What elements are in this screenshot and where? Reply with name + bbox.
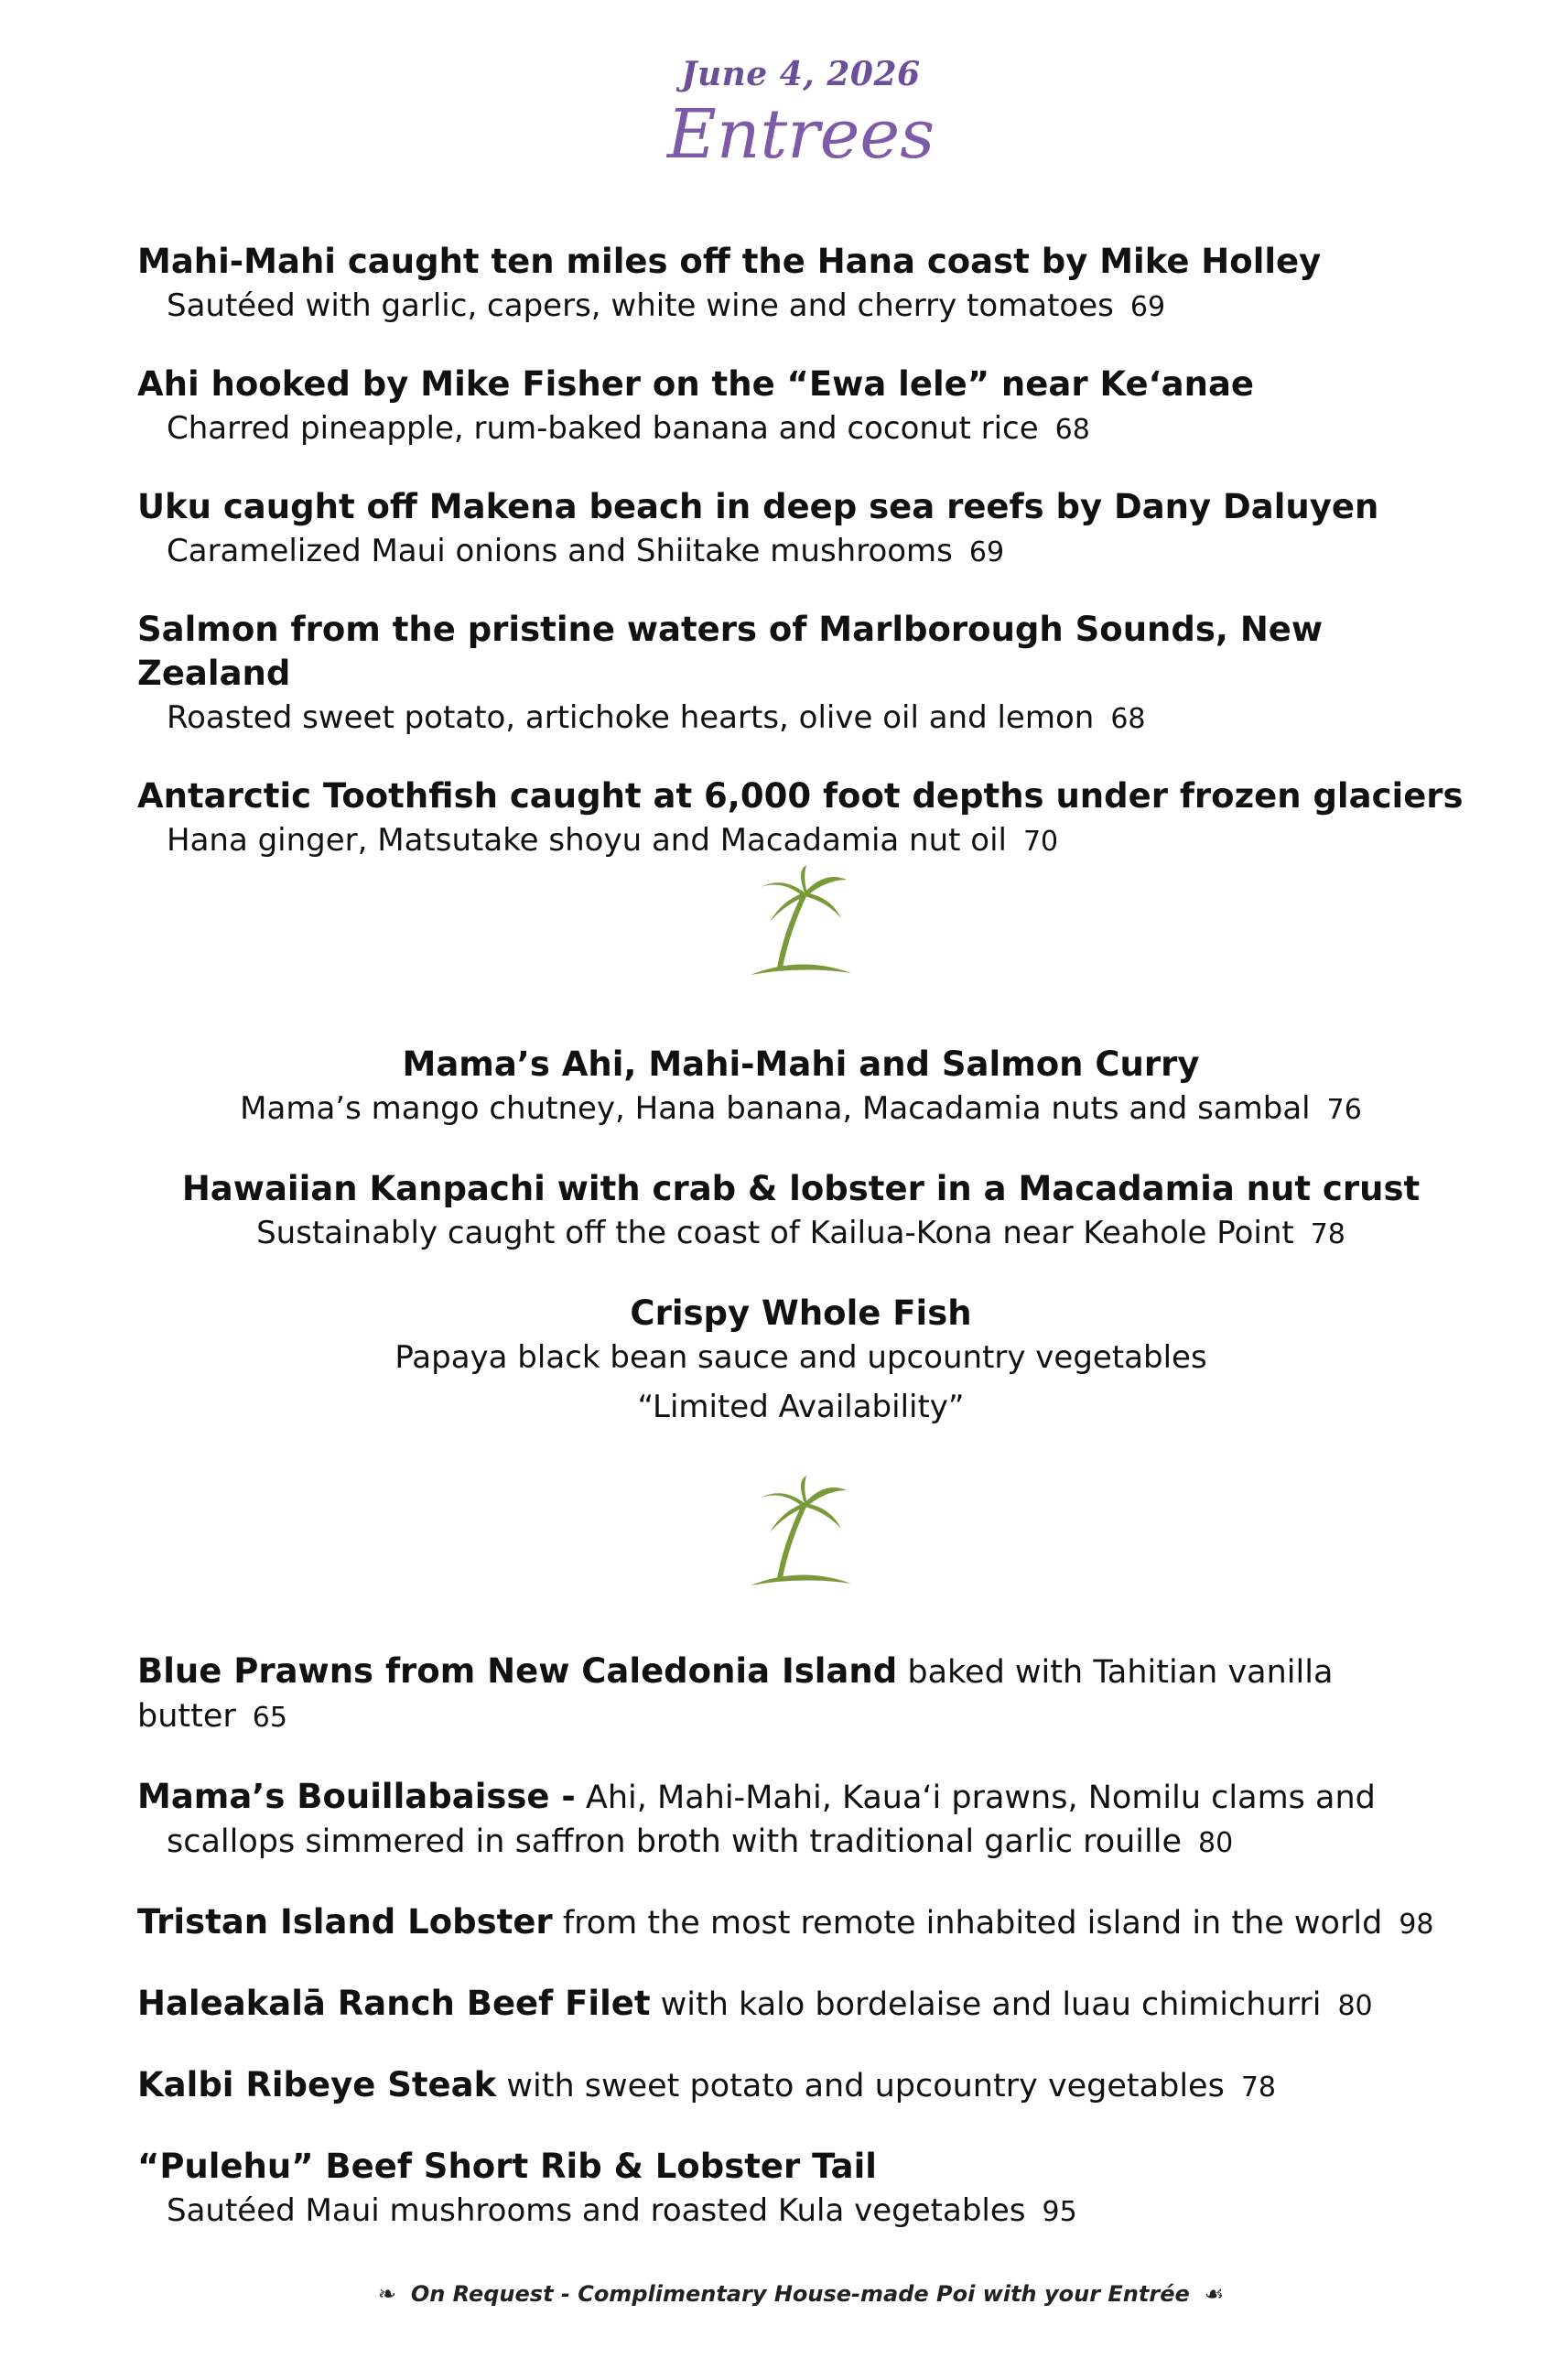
item-name: Uku caught off Makena beach in deep sea reefs by Dany Daluyen [137,487,1379,526]
item-description: baked with Tahitian vanilla butter [137,1654,1334,1735]
floral-ornament-icon: ☙ [1204,2281,1225,2307]
item-price: 80 [1337,1990,1373,2022]
item-name: Crispy Whole Fish [630,1293,972,1333]
menu-item [137,1650,1464,1740]
item-note: “Limited Availability” [637,1389,965,1425]
item-price: 95 [1042,2196,1077,2228]
item-price: 98 [1399,1909,1434,1941]
item-name: Mahi-Mahi caught ten miles off the Hana coast by Mike Holley [137,242,1322,281]
menu-item [137,1982,1464,2028]
menu-item [0,1043,1556,1132]
land-and-sea-section [137,1650,1464,2267]
item-description: Ahi, Mahi-Mahi, Kaua‘i prawns, Nomilu clams and [585,1780,1376,1816]
item-description-cont: scallops simmered in saffron broth with traditional garlic rouille [167,1823,1183,1860]
item-name: Hawaiian Kanpachi with crab & lobster in a Macadamia nut crust [181,1169,1421,1208]
menu-title: Entrees [666,95,935,174]
item-name: Mama’s Ahi, Mahi-Mahi and Salmon Curry [402,1044,1200,1084]
item-description: with kalo bordelaise and luau chimichurri [660,1986,1322,2023]
item-description: from the most remote inhabited island in the world [562,1905,1383,1942]
item-description: Charred pineapple, rum-baked banana and coconut rice 68 [167,410,1090,447]
item-description: Hana ginger, Matsutake shoyu and Macadamia nut oil 70 [167,822,1059,859]
item-price: 80 [1198,1827,1234,1859]
item-name: Haleakalā Ranch Beef Filet [137,1984,651,2023]
floral-ornament-icon: ❧ [377,2281,396,2307]
item-price: 68 [1110,703,1146,735]
menu-item [137,1900,1464,1947]
item-description: Roasted sweet potato, artichoke hearts, olive oil and lemon 68 [167,699,1146,736]
item-name: Kalbi Ribeye Steak [137,2065,497,2104]
item-name: Salmon from the pristine waters of Marlborough Sounds, New Zealand [137,610,1324,693]
menu-item [137,362,1464,452]
palm-tree-icon [746,1476,856,1590]
footer-text: On Request - Complimentary House-made Poi with your Entrée [410,2281,1190,2307]
item-price: 78 [1240,2072,1277,2104]
menu-item [0,1292,1556,1429]
seafood-section [137,240,1464,897]
item-description: Sautéed Maui mushrooms and roasted Kula vegetables 95 [167,2192,1077,2229]
item-price: 68 [1054,414,1090,446]
menu-item [137,2063,1464,2110]
item-description: Sustainably caught off the coast of Kailua-Kona near Keahole Point 78 [256,1215,1345,1251]
menu-header [0,55,1556,174]
item-name: Antarctic Toothfish caught at 6,000 foot depths under frozen glaciers [137,776,1464,816]
menu-date: June 4, 2026 [681,55,921,93]
item-description: Mama’s mango chutney, Hana banana, Macadamia nuts and sambal 76 [240,1090,1362,1127]
item-name: Ahi hooked by Mike Fisher on the “Ewa lele” near Ke‘anae [137,364,1255,404]
footer-note [0,2281,1556,2307]
palm-tree-icon [746,865,856,979]
item-description: with sweet potato and upcountry vegetables [506,2068,1225,2104]
item-price: 76 [1326,1094,1362,1126]
item-name: Mama’s Bouillabaisse - [137,1777,576,1816]
item-price: 78 [1310,1218,1345,1250]
item-description: Sautéed with garlic, capers, white wine and cherry tomatoes 69 [167,287,1166,324]
item-name: Tristan Island Lobster [137,1902,553,1942]
item-name: Blue Prawns from New Caledonia Island [137,1651,898,1691]
menu-item [137,774,1464,864]
menu-item [137,240,1464,330]
menu-item [0,1167,1556,1257]
menu-item [137,1775,1464,1866]
menu-item [137,2145,1464,2234]
item-price: 69 [968,536,1005,568]
item-description: Papaya black bean sauce and upcountry vegetables [394,1339,1207,1376]
item-price: 70 [1022,826,1059,858]
item-description: Caramelized Maui onions and Shiitake mushrooms 69 [167,533,1005,569]
specialties-section [0,1043,1556,1464]
item-price: 65 [252,1702,287,1734]
item-name: “Pulehu” Beef Short Rib & Lobster Tail [137,2147,877,2186]
menu-item [137,608,1464,741]
menu-item [137,485,1464,575]
item-price: 69 [1129,291,1166,323]
